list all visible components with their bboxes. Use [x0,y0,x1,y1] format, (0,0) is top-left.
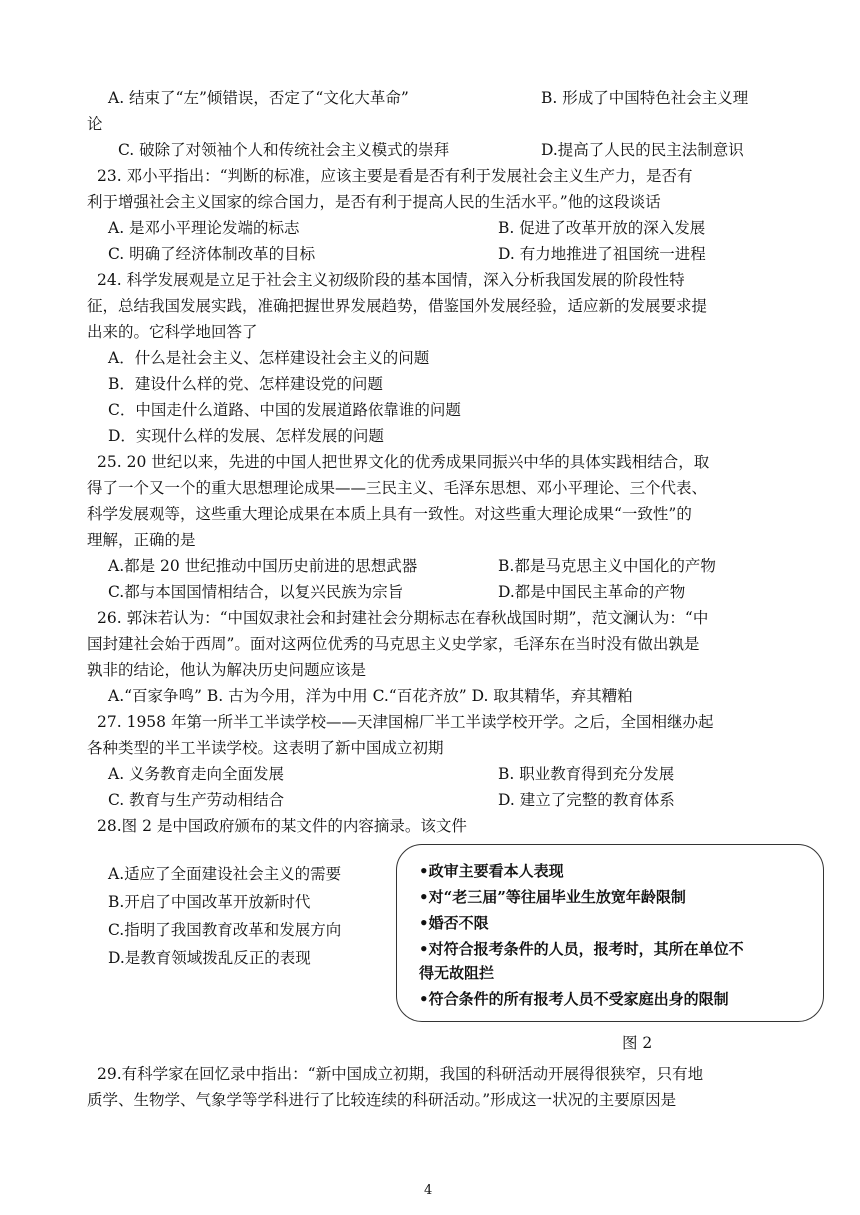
q27-stem-1: 27. 1958 年第一所半工半读学校——天津国棉厂半工半读学校开学。之后，全国相继办起 [97,713,714,731]
figure-caption: 图 2 [622,1034,653,1052]
q22-option-a: A. 结束了“左”倾错误，否定了“文化大革命” [108,89,409,107]
figure-item: 得无故阻拦 [419,964,495,982]
q28-stem: 28.图 2 是中国政府颁布的某文件的内容摘录。该文件 [97,817,467,835]
q25-option-b: B.都是马克思主义中国化的产物 [498,557,716,575]
page-number: 4 [424,1183,433,1198]
q24-stem-3: 出来的。它科学地回答了 [87,323,258,341]
q25-stem-1: 25. 20 世纪以来，先进的中国人把世界文化的优秀成果同振兴中华的具体实践相结合，取 [97,453,710,471]
q23-option-d: D. 有力地推进了祖国统一进程 [498,245,706,263]
q25-stem-2: 得了一个又一个的重大思想理论成果——三民主义、毛泽东思想、邓小平理论、三个代表、 [87,479,708,497]
q25-option-a: A.都是 20 世纪推动中国历史前进的思想武器 [108,557,418,575]
figure-2-box [396,844,824,1022]
figure-item: •对符合报考条件的人员，报考时，其所在单位不 [419,940,744,958]
q22-option-b-cont: 论 [87,115,103,133]
q24-option-c: C．中国走什么道路、中国的发展道路依靠谁的问题 [108,401,461,419]
q25-stem-3: 科学发展观等，这些重大理论成果在本质上具有一致性。对这些重大理论成果“一致性”的 [87,505,692,523]
q24-stem-1: 24. 科学发展观是立足于社会主义初级阶段的基本国情，深入分析我国发展的阶段性特 [97,271,685,289]
q22-option-d: D.提高了人民的民主法制意识 [541,141,744,159]
q24-option-d: D．实现什么样的发展、怎样发展的问题 [108,427,384,445]
q25-stem-4: 理解，正确的是 [87,531,196,549]
q27-stem-2: 各种类型的半工半读学校。这表明了新中国成立初期 [87,739,444,757]
q26-stem-2: 国封建社会始于西周”。面对这两位优秀的马克思主义史学家，毛泽东在当时没有做出孰是 [87,635,700,653]
q28-option-b: B.开启了中国改革开放新时代 [108,893,311,911]
q27-option-c: C. 教育与生产劳动相结合 [108,791,285,809]
q29-stem-1: 29.有科学家在回忆录中指出：“新中国成立初期，我国的科研活动开展得很狭窄，只有地 [97,1065,704,1083]
figure-item: •对“老三届”等往届毕业生放宽年龄限制 [419,888,686,906]
q25-option-c: C.都与本国国情相结合，以复兴民族为宗旨 [108,583,404,601]
q26-options: A.“百家争鸣” B. 古为今用，洋为中用 C.“百花齐放” D. 取其精华，弃其糟粕 [108,687,633,705]
figure-item: •符合条件的所有报考人员不受家庭出身的限制 [419,990,729,1008]
q25-option-d: D.都是中国民主革命的产物 [498,583,686,601]
q24-option-b: B．建设什么样的党、怎样建设党的问题 [108,375,383,393]
q23-option-c: C. 明确了经济体制改革的目标 [108,245,316,263]
q23-option-b: B. 促进了改革开放的深入发展 [498,219,706,237]
q28-option-d: D.是教育领域拨乱反正的表现 [108,949,311,967]
q24-stem-2: 征，总结我国发展实践，准确把握世界发展趋势，借鉴国外发展经验，适应新的发展要求提 [87,297,708,315]
q23-option-a: A. 是邓小平理论发端的标志 [108,219,300,237]
q23-stem-1: 23. 邓小平指出：“判断的标准，应该主要是看是否有利于发展社会主义生产力，是否有 [97,167,693,185]
q26-stem-1: 26. 郭沫若认为：“中国奴隶社会和封建社会分期标志在春秋战国时期”，范文澜认为：“中 [97,609,709,627]
figure-item: •婚否不限 [419,914,489,932]
q23-stem-2: 利于增强社会主义国家的综合国力，是否有利于提高人民的生活水平。”他的这段谈话 [87,193,661,211]
q22-option-b: B. 形成了中国特色社会主义理 [541,89,749,107]
q24-option-a: A．什么是社会主义、怎样建设社会主义的问题 [108,349,430,367]
q28-option-c: C.指明了我国教育改革和发展方向 [108,921,342,939]
q27-option-d: D. 建立了完整的教育体系 [498,791,675,809]
q27-option-b: B. 职业教育得到充分发展 [498,765,675,783]
q29-stem-2: 质学、生物学、气象学等学科进行了比较连续的科研活动。”形成这一状况的主要原因是 [87,1091,677,1109]
q22-option-c: C. 破除了对领袖个人和传统社会主义模式的崇拜 [118,141,450,159]
q27-option-a: A. 义务教育走向全面发展 [108,765,285,783]
q26-stem-3: 孰非的结论，他认为解决历史问题应该是 [87,661,367,679]
q28-option-a: A.适应了全面建设社会主义的需要 [108,865,342,883]
figure-item: •政审主要看本人表现 [419,862,564,880]
